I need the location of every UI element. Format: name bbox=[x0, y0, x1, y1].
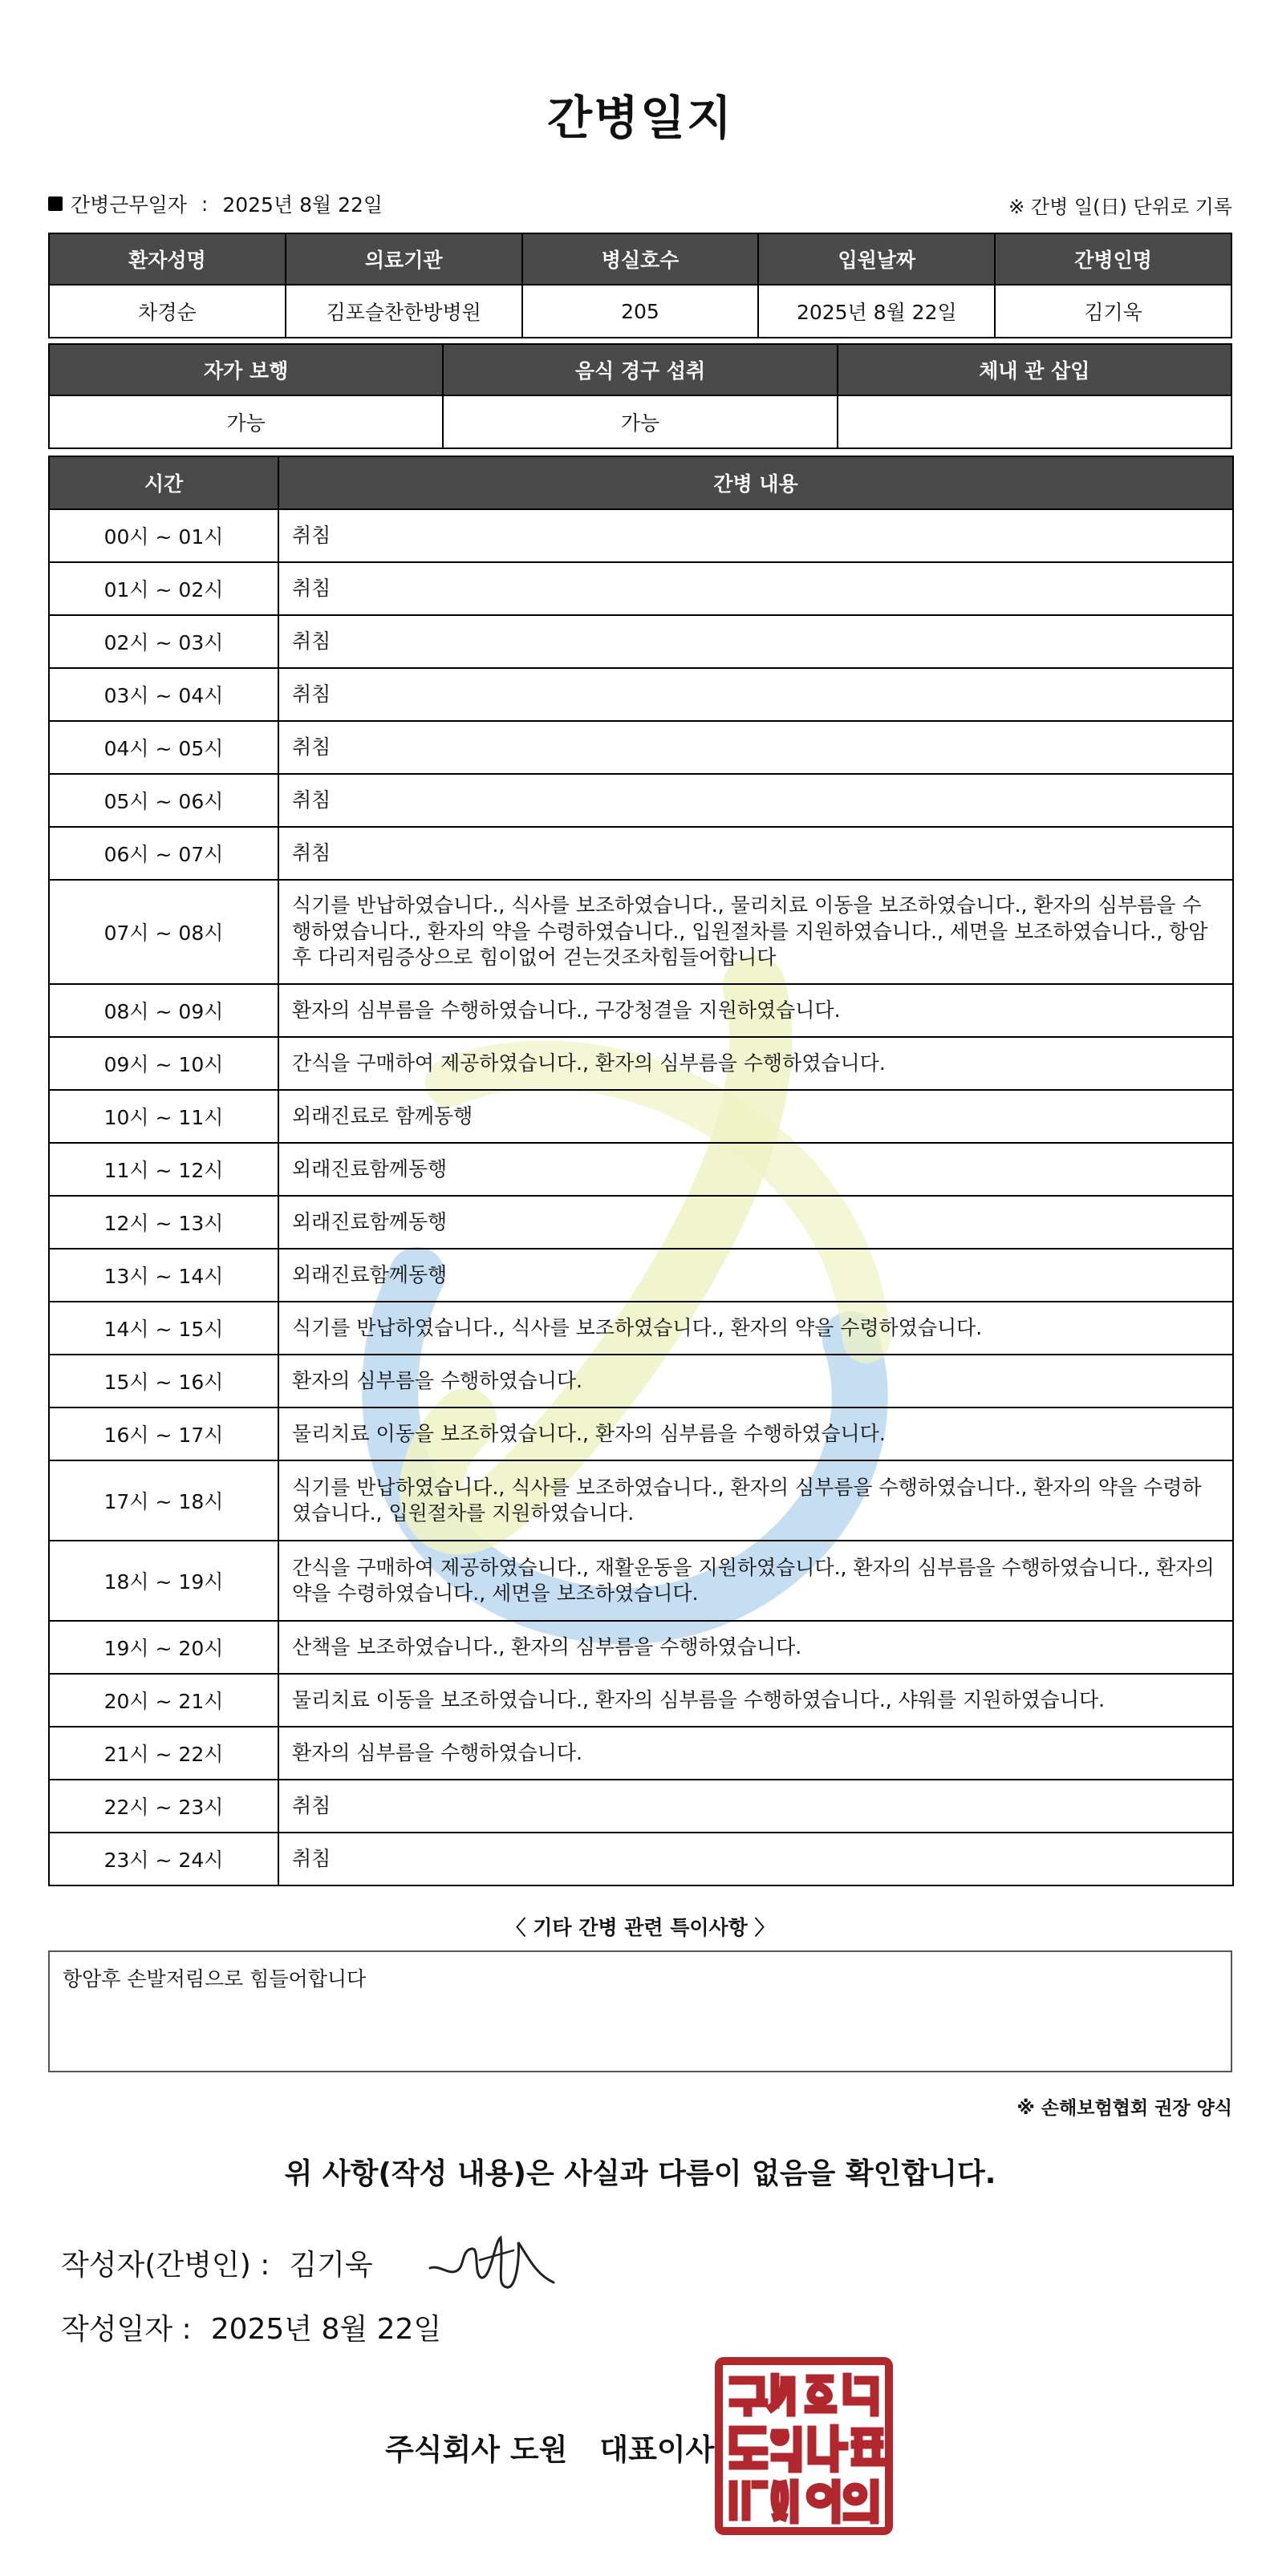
patient-ability-table bbox=[48, 343, 1232, 449]
time-slot: 01시 ~ 02시 bbox=[49, 562, 278, 615]
table-row bbox=[49, 1621, 1233, 1674]
care-content: 간식을 구매하여 제공하였습니다., 재활운동을 지원하였습니다., 환자의 심부름을 수행하였습니다., 환자의 약을 수령하였습니다., 세면을 보조하였습니다. bbox=[278, 1541, 1233, 1621]
table-row bbox=[49, 1302, 1233, 1355]
table-row bbox=[49, 1460, 1233, 1541]
bullet-square-icon bbox=[48, 196, 63, 211]
representative-title: 대표이사 bbox=[599, 2432, 715, 2467]
header-patient-name: 환자성명 bbox=[49, 233, 286, 285]
association-note: ※ 손해보험협회 권장 양식 bbox=[1016, 2098, 1232, 2119]
table-row bbox=[49, 880, 1233, 984]
table-row bbox=[49, 668, 1233, 721]
time-slot: 07시 ~ 08시 bbox=[49, 880, 278, 984]
care-content: 간식을 구매하여 제공하였습니다., 환자의 심부름을 수행하였습니다. bbox=[278, 1037, 1233, 1090]
time-slot: 10시 ~ 11시 bbox=[49, 1090, 278, 1143]
care-content: 외래진료로 함께동행 bbox=[278, 1090, 1233, 1143]
work-date-info bbox=[48, 189, 383, 218]
work-date-value: 2025년 8월 22일 bbox=[222, 193, 383, 217]
time-slot: 03시 ~ 04시 bbox=[49, 668, 278, 721]
care-content: 물리치료 이동을 보조하였습니다., 환자의 심부름을 수행하였습니다. bbox=[278, 1407, 1233, 1460]
header-room-number: 병실호수 bbox=[522, 233, 759, 285]
table-row bbox=[49, 1833, 1233, 1885]
company-line bbox=[385, 2425, 714, 2469]
time-slot: 11시 ~ 12시 bbox=[49, 1143, 278, 1196]
writer-name: 김기욱 bbox=[289, 2249, 373, 2282]
notes-title: 〈 기타 간병 관련 특이사항 〉 bbox=[505, 1916, 775, 1939]
header-hospital: 의료기관 bbox=[286, 233, 522, 285]
time-slot: 02시 ~ 03시 bbox=[49, 615, 278, 668]
writer-line bbox=[61, 2242, 373, 2283]
table-row bbox=[49, 1090, 1233, 1143]
care-content: 환자의 심부름을 수행하였습니다., 구강청결을 지원하였습니다. bbox=[278, 984, 1233, 1037]
time-slot: 21시 ~ 22시 bbox=[49, 1727, 278, 1780]
table-row bbox=[49, 1249, 1233, 1302]
table-row bbox=[49, 1037, 1233, 1090]
time-slot: 16시 ~ 17시 bbox=[49, 1407, 278, 1460]
time-slot: 14시 ~ 15시 bbox=[49, 1302, 278, 1355]
writer-label: 작성자(간병인) : bbox=[61, 2249, 270, 2282]
daily-record-note: ※ 간병 일(日) 단위로 기록 bbox=[1008, 196, 1232, 218]
header-time: 시간 bbox=[49, 456, 278, 509]
patient-name: 차경순 bbox=[49, 285, 286, 338]
table-row bbox=[49, 1407, 1233, 1460]
meta-row bbox=[48, 189, 1232, 221]
work-date-separator: : bbox=[201, 192, 209, 216]
care-content: 취침 bbox=[278, 1780, 1233, 1833]
care-content: 취침 bbox=[278, 615, 1233, 668]
room-number: 205 bbox=[522, 285, 759, 338]
header-self-walking: 자가 보행 bbox=[49, 344, 443, 395]
header-admission-date: 입원날짜 bbox=[758, 233, 995, 285]
time-slot: 08시 ~ 09시 bbox=[49, 984, 278, 1037]
time-slot: 18시 ~ 19시 bbox=[49, 1541, 278, 1621]
table-row bbox=[49, 509, 1233, 562]
care-content: 취침 bbox=[278, 721, 1233, 774]
table-row bbox=[49, 1355, 1233, 1407]
time-slot: 23시 ~ 24시 bbox=[49, 1833, 278, 1885]
table-row bbox=[49, 1143, 1233, 1196]
time-slot: 19시 ~ 20시 bbox=[49, 1621, 278, 1674]
hospital-name: 김포슬찬한방병원 bbox=[286, 285, 522, 338]
work-date-label: 간병근무일자 bbox=[71, 193, 187, 217]
patient-info-table bbox=[48, 233, 1232, 338]
time-slot: 12시 ~ 13시 bbox=[49, 1196, 278, 1249]
care-content: 취침 bbox=[278, 668, 1233, 721]
table-row bbox=[49, 774, 1233, 827]
header-caregiver-name: 간병인명 bbox=[995, 233, 1231, 285]
company-seal bbox=[714, 2356, 894, 2536]
table-row bbox=[49, 1196, 1233, 1249]
time-slot: 15시 ~ 16시 bbox=[49, 1355, 278, 1407]
care-content: 취침 bbox=[278, 509, 1233, 562]
notes-content: 항암후 손발저림으로 힘들어합니다 bbox=[63, 1967, 367, 1991]
written-date-value: 2025년 8월 22일 bbox=[210, 2313, 442, 2346]
time-slot: 22시 ~ 23시 bbox=[49, 1780, 278, 1833]
time-slot: 05시 ~ 06시 bbox=[49, 774, 278, 827]
time-slot: 17시 ~ 18시 bbox=[49, 1460, 278, 1541]
care-content: 취침 bbox=[278, 774, 1233, 827]
table-row bbox=[49, 721, 1233, 774]
time-slot: 09시 ~ 10시 bbox=[49, 1037, 278, 1090]
header-oral-intake: 음식 경구 섭취 bbox=[443, 344, 837, 395]
care-content: 식기를 반납하였습니다., 식사를 보조하였습니다., 물리치료 이동을 보조하였습니다., 환자의 심부름을 수행하였습니다., 환자의 약을 수령하였습니다., 입원절차를 지원하였습니다., 세면을 보조하였습니다., 항암후 다리저림증상으로 힘이없어 걷는것조차힘들어합니다 bbox=[278, 880, 1233, 984]
table-row bbox=[49, 1541, 1233, 1621]
care-content: 환자의 심부름을 수행하였습니다. bbox=[278, 1355, 1233, 1407]
table-row bbox=[49, 827, 1233, 880]
caregiver-name: 김기욱 bbox=[995, 285, 1231, 338]
care-content: 식기를 반납하였습니다., 식사를 보조하였습니다., 환자의 심부름을 수행하였습니다., 환자의 약을 수령하였습니다., 입원절차를 지원하였습니다. bbox=[278, 1460, 1233, 1541]
table-row bbox=[49, 1727, 1233, 1780]
care-log-rows bbox=[49, 509, 1233, 1885]
care-content: 취침 bbox=[278, 1833, 1233, 1885]
care-content: 외래진료함께동행 bbox=[278, 1249, 1233, 1302]
handwritten-signature bbox=[424, 2218, 560, 2299]
table-row bbox=[49, 984, 1233, 1037]
care-content: 외래진료함께동행 bbox=[278, 1196, 1233, 1249]
table-row bbox=[49, 1674, 1233, 1727]
company-name: 주식회사 도원 bbox=[385, 2432, 568, 2467]
time-slot: 06시 ~ 07시 bbox=[49, 827, 278, 880]
care-log-table bbox=[48, 456, 1234, 1886]
self-walking-value: 가능 bbox=[49, 395, 443, 448]
time-slot: 20시 ~ 21시 bbox=[49, 1674, 278, 1727]
table-row bbox=[49, 562, 1233, 615]
care-content: 취침 bbox=[278, 827, 1233, 880]
written-date-line bbox=[61, 2307, 441, 2347]
time-slot: 00시 ~ 01시 bbox=[49, 509, 278, 562]
header-care-content: 간병 내용 bbox=[278, 456, 1233, 509]
care-content: 산책을 보조하였습니다., 환자의 심부름을 수행하였습니다. bbox=[278, 1621, 1233, 1674]
time-slot: 13시 ~ 14시 bbox=[49, 1249, 278, 1302]
care-content: 취침 bbox=[278, 562, 1233, 615]
care-content: 환자의 심부름을 수행하였습니다. bbox=[278, 1727, 1233, 1780]
header-tube-insertion: 체내 관 삽입 bbox=[838, 344, 1231, 395]
care-content: 식기를 반납하였습니다., 식사를 보조하였습니다., 환자의 약을 수령하였습니다. bbox=[278, 1302, 1233, 1355]
written-date-label: 작성일자 : bbox=[61, 2313, 192, 2346]
confirmation-statement: 위 사항(작성 내용)은 사실과 다름이 없음을 확인합니다. bbox=[284, 2157, 996, 2190]
notes-box bbox=[48, 1950, 1232, 2072]
time-slot: 04시 ~ 05시 bbox=[49, 721, 278, 774]
page-title: 간병일지 bbox=[546, 91, 734, 145]
tube-insertion-value bbox=[838, 395, 1231, 448]
care-content: 외래진료함께동행 bbox=[278, 1143, 1233, 1196]
admission-date: 2025년 8월 22일 bbox=[758, 285, 995, 338]
table-row bbox=[49, 615, 1233, 668]
table-row bbox=[49, 1780, 1233, 1833]
care-content: 물리치료 이동을 보조하였습니다., 환자의 심부름을 수행하였습니다., 샤워를 지원하였습니다. bbox=[278, 1674, 1233, 1727]
oral-intake-value: 가능 bbox=[443, 395, 837, 448]
